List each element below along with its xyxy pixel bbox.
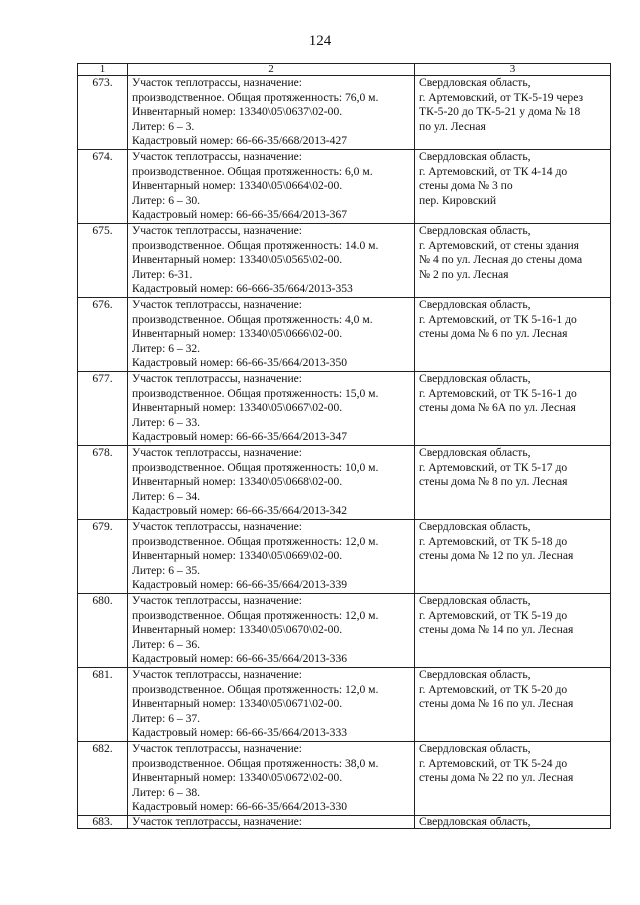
description-line: Инвентарный номер: 13340\05\0666\02-00. <box>132 327 343 340</box>
address-line: Свердловская область, <box>419 520 531 533</box>
table-header <box>78 64 611 76</box>
object-address <box>415 594 611 668</box>
description-line: производственное. Общая протяженность: 76,0 м. <box>132 90 379 104</box>
table-row <box>78 372 611 446</box>
address-line: г. Артемовский, от стены здания <box>419 238 580 252</box>
address-line: г. Артемовский, от ТК-5-19 через <box>419 90 584 104</box>
object-address <box>415 150 611 224</box>
object-address <box>415 668 611 742</box>
description-line: Инвентарный номер: 13340\05\0668\02-00. <box>132 475 343 488</box>
row-number: 683. <box>78 816 128 829</box>
description-line: Участок теплотрассы, назначение: <box>132 446 303 459</box>
table-row <box>78 594 611 668</box>
description-line: производственное. Общая протяженность: 6,0 м. <box>132 164 373 178</box>
row-number: 677. <box>78 372 128 446</box>
header-col-2: 2 <box>128 64 415 76</box>
description-line: Кадастровый номер: 66-66-35/664/2013-339 <box>132 578 348 591</box>
address-line: стены дома № 14 по ул. Лесная <box>419 623 574 636</box>
row-number: 675. <box>78 224 128 298</box>
description-line: Кадастровый номер: 66-66-35/664/2013-367 <box>132 208 348 221</box>
description-line: Инвентарный номер: 13340\05\0667\02-00. <box>132 401 343 414</box>
row-number: 676. <box>78 298 128 372</box>
description-line: Кадастровый номер: 66-66-35/668/2013-427 <box>132 134 348 147</box>
address-line: стены дома № 12 по ул. Лесная <box>419 549 574 562</box>
object-description <box>128 298 415 372</box>
description-line: Литер: 6 – 37. <box>132 711 201 725</box>
address-line: Свердловская область, <box>419 446 531 459</box>
description-line: Инвентарный номер: 13340\05\0637\02-00. <box>132 105 343 118</box>
row-number: 681. <box>78 668 128 742</box>
address-line: Свердловская область, <box>419 224 531 237</box>
object-description <box>128 446 415 520</box>
address-line: г. Артемовский, от ТК 5-19 до <box>419 608 568 622</box>
address-line: стены дома № 3 по <box>419 179 513 192</box>
description-line: производственное. Общая протяженность: 38,0 м. <box>132 756 379 770</box>
description-line: Кадастровый номер: 66-66-35/664/2013-350 <box>132 356 348 369</box>
object-address <box>415 372 611 446</box>
address-line: г. Артемовский, от ТК 5-16-1 до <box>419 386 577 400</box>
description-line: Кадастровый номер: 66-66-35/664/2013-330 <box>132 800 348 813</box>
description-line: Литер: 6 – 3. <box>132 119 195 133</box>
address-line: стены дома № 8 по ул. Лесная <box>419 475 568 488</box>
description-line: Кадастровый номер: 66-66-35/664/2013-336 <box>132 652 348 665</box>
object-description: Участок теплотрассы, назначение: <box>128 816 415 829</box>
description-line: производственное. Общая протяженность: 14.0 м. <box>132 238 379 252</box>
description-line: Участок теплотрассы, назначение: <box>132 224 303 237</box>
description-line: производственное. Общая протяженность: 4,0 м. <box>132 312 373 326</box>
address-line: № 2 по ул. Лесная <box>419 267 509 281</box>
object-address <box>415 446 611 520</box>
description-line: Кадастровый номер: 66-66-35/664/2013-333 <box>132 726 348 739</box>
description-line: Инвентарный номер: 13340\05\0664\02-00. <box>132 179 343 192</box>
address-line: № 4 по ул. Лесная до стены дома <box>419 253 583 266</box>
description-line: Участок теплотрассы, назначение: <box>132 76 303 89</box>
object-description <box>128 594 415 668</box>
registry-table <box>77 63 611 829</box>
description-line: производственное. Общая протяженность: 10,0 м. <box>132 460 379 474</box>
description-line: Кадастровый номер: 66-66-35/664/2013-342 <box>132 504 348 517</box>
object-address <box>415 520 611 594</box>
object-address <box>415 224 611 298</box>
table-body <box>78 76 611 829</box>
address-line: Свердловская область, <box>419 76 531 89</box>
description-line: Участок теплотрассы, назначение: <box>132 372 303 385</box>
address-line: г. Артемовский, от ТК 4-14 до <box>419 164 568 178</box>
object-address <box>415 76 611 150</box>
object-description <box>128 150 415 224</box>
description-line: Литер: 6 – 38. <box>132 785 201 799</box>
address-line: г. Артемовский, от ТК 5-18 до <box>419 534 568 548</box>
address-line: г. Артемовский, от ТК 5-20 до <box>419 682 568 696</box>
table-row <box>78 150 611 224</box>
object-description <box>128 224 415 298</box>
description-line: Участок теплотрассы, назначение: <box>132 594 303 607</box>
object-address <box>415 742 611 816</box>
row-number: 674. <box>78 150 128 224</box>
page-number: 124 <box>308 33 332 49</box>
table-row <box>78 298 611 372</box>
table-row <box>78 816 611 829</box>
description-line: производственное. Общая протяженность: 15,0 м. <box>132 386 379 400</box>
object-description <box>128 668 415 742</box>
row-number: 678. <box>78 446 128 520</box>
address-line: г. Артемовский, от ТК 5-17 до <box>419 460 568 474</box>
address-line: г. Артемовский, от ТК 5-16-1 до <box>419 312 577 326</box>
address-line: пер. Кировский <box>419 193 497 207</box>
header-col-3: 3 <box>415 64 611 76</box>
description-line: Литер: 6 – 32. <box>132 341 201 355</box>
row-number: 673. <box>78 76 128 150</box>
row-number: 679. <box>78 520 128 594</box>
description-line: Кадастровый номер: 66-666-35/664/2013-353 <box>132 282 353 295</box>
address-line: стены дома № 22 по ул. Лесная <box>419 771 574 784</box>
description-line: производственное. Общая протяженность: 12,0 м. <box>132 534 379 548</box>
description-line: Участок теплотрассы, назначение: <box>132 520 303 533</box>
object-description <box>128 742 415 816</box>
description-line: Литер: 6 – 36. <box>132 637 201 651</box>
table-row <box>78 76 611 150</box>
description-line: Инвентарный номер: 13340\05\0672\02-00. <box>132 771 343 784</box>
object-description <box>128 372 415 446</box>
address-line: Свердловская область, <box>419 372 531 385</box>
row-number: 682. <box>78 742 128 816</box>
description-line: Участок теплотрассы, назначение: <box>132 742 303 755</box>
description-line: Инвентарный номер: 13340\05\0671\02-00. <box>132 697 343 710</box>
description-line: Литер: 6 – 35. <box>132 563 201 577</box>
table-row <box>78 446 611 520</box>
address-line: Свердловская область, <box>419 594 531 607</box>
description-line: Участок теплотрассы, назначение: <box>132 298 303 311</box>
row-number: 680. <box>78 594 128 668</box>
address-line: по ул. Лесная <box>419 119 486 133</box>
address-line: Свердловская область, <box>419 668 531 681</box>
description-line: Литер: 6 – 30. <box>132 193 201 207</box>
table-row <box>78 520 611 594</box>
description-line: производственное. Общая протяженность: 12,0 м. <box>132 682 379 696</box>
description-line: Кадастровый номер: 66-66-35/664/2013-347 <box>132 430 348 443</box>
object-description <box>128 76 415 150</box>
table-row <box>78 224 611 298</box>
description-line: Инвентарный номер: 13340\05\0669\02-00. <box>132 549 343 562</box>
object-address <box>415 298 611 372</box>
header-col-1: 1 <box>78 64 128 76</box>
description-line: Участок теплотрассы, назначение: <box>132 150 303 163</box>
address-line: Свердловская область, <box>419 298 531 311</box>
table-row <box>78 668 611 742</box>
description-line: производственное. Общая протяженность: 12,0 м. <box>132 608 379 622</box>
address-line: стены дома № 16 по ул. Лесная <box>419 697 574 710</box>
address-line: Свердловская область, <box>419 742 531 755</box>
description-line: Литер: 6 – 34. <box>132 489 201 503</box>
description-line: Участок теплотрассы, назначение: <box>132 668 303 681</box>
address-line: стены дома № 6 по ул. Лесная <box>419 327 568 340</box>
address-line: стены дома № 6А по ул. Лесная <box>419 401 576 414</box>
address-line: Свердловская область, <box>419 150 531 163</box>
address-line: г. Артемовский, от ТК 5-24 до <box>419 756 568 770</box>
address-line: ТК-5-20 до ТК-5-21 у дома № 18 <box>419 105 581 118</box>
description-line: Инвентарный номер: 13340\05\0565\02-00. <box>132 253 343 266</box>
object-description <box>128 520 415 594</box>
description-line: Литер: 6 – 33. <box>132 415 201 429</box>
object-address: Свердловская область, <box>415 816 611 829</box>
description-line: Литер: 6-31. <box>132 267 193 281</box>
table-row <box>78 742 611 816</box>
description-line: Инвентарный номер: 13340\05\0670\02-00. <box>132 623 343 636</box>
